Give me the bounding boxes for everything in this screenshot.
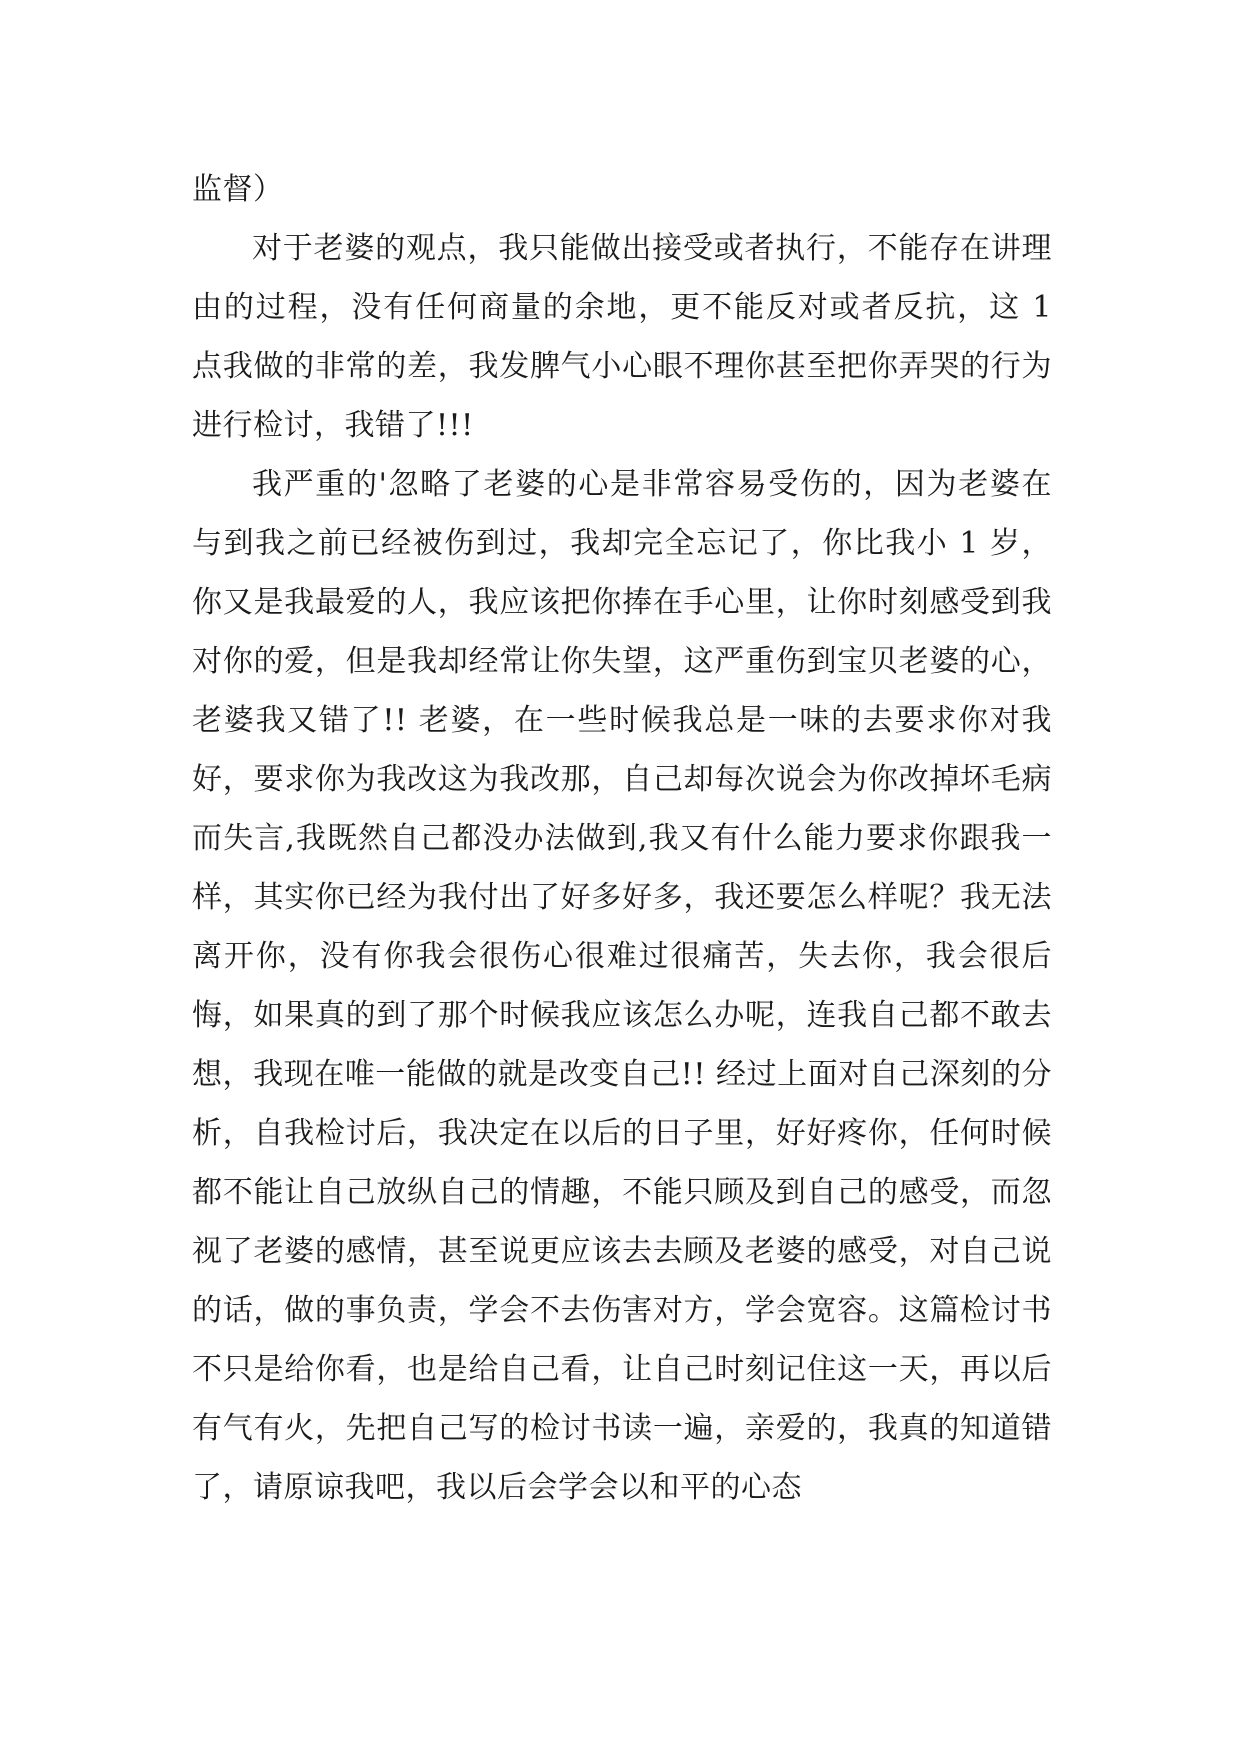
paragraph-continuation: 监督） bbox=[192, 172, 284, 207]
paragraph-reflection: 我严重的'忽略了老婆的心是非常容易受伤的，因为老婆在与到我之前已经被伤到过，我却完全忘记了，你比我小 1 岁，你又是我最爱的人，我应该把你捧在手心里，让你时刻感受到我对你的爱，但是我却经常让你失望，这严重伤到宝贝老婆的心，老婆我又错了!! 老婆，在一些时候我总是一味的去要求你对我好，要求你为我改这为我改那，自己却每次说会为你改掉坏毛病而失言,我既然自己都没办法做到,我又有什么能力要求你跟我一样，其实你已经为我付出了好多好多，我还要怎么样呢？我无法离开你，没有你我会很伤心很难过很痛苦，失去你，我会很后悔，如果真的到了那个时候我应该怎么办呢，连我自己都不敢去想，我现在唯一能做的就是改变自己!! 经过上面对自己深刻的分析，自我检讨后，我决定在以后的日子里，好好疼你，任何时候都不能让自己放纵自己的情趣，不能只顾及到自己的感受，而忽视了老婆的感情，甚至说更应该去去顾及老婆的感受，对自己说的话，做的事负责，学会不去伤害对方，学会宽容。这篇检讨书不只是给你看，也是给自己看，让自己时刻记住这一天，再以后有气有火，先把自己写的检讨书读一遍，亲爱的，我真的知道错了，请原谅我吧，我以后会学会以和平的心态 bbox=[192, 467, 1052, 1505]
paragraph-acceptance: 对于老婆的观点，我只能做出接受或者执行，不能存在讲理由的过程，没有任何商量的余地，更不能反对或者反抗，这 1 点我做的非常的差，我发脾气小心眼不理你甚至把你弄哭的行为进行检讨，我错了!!! bbox=[192, 231, 1052, 443]
document-body bbox=[192, 160, 1052, 1517]
